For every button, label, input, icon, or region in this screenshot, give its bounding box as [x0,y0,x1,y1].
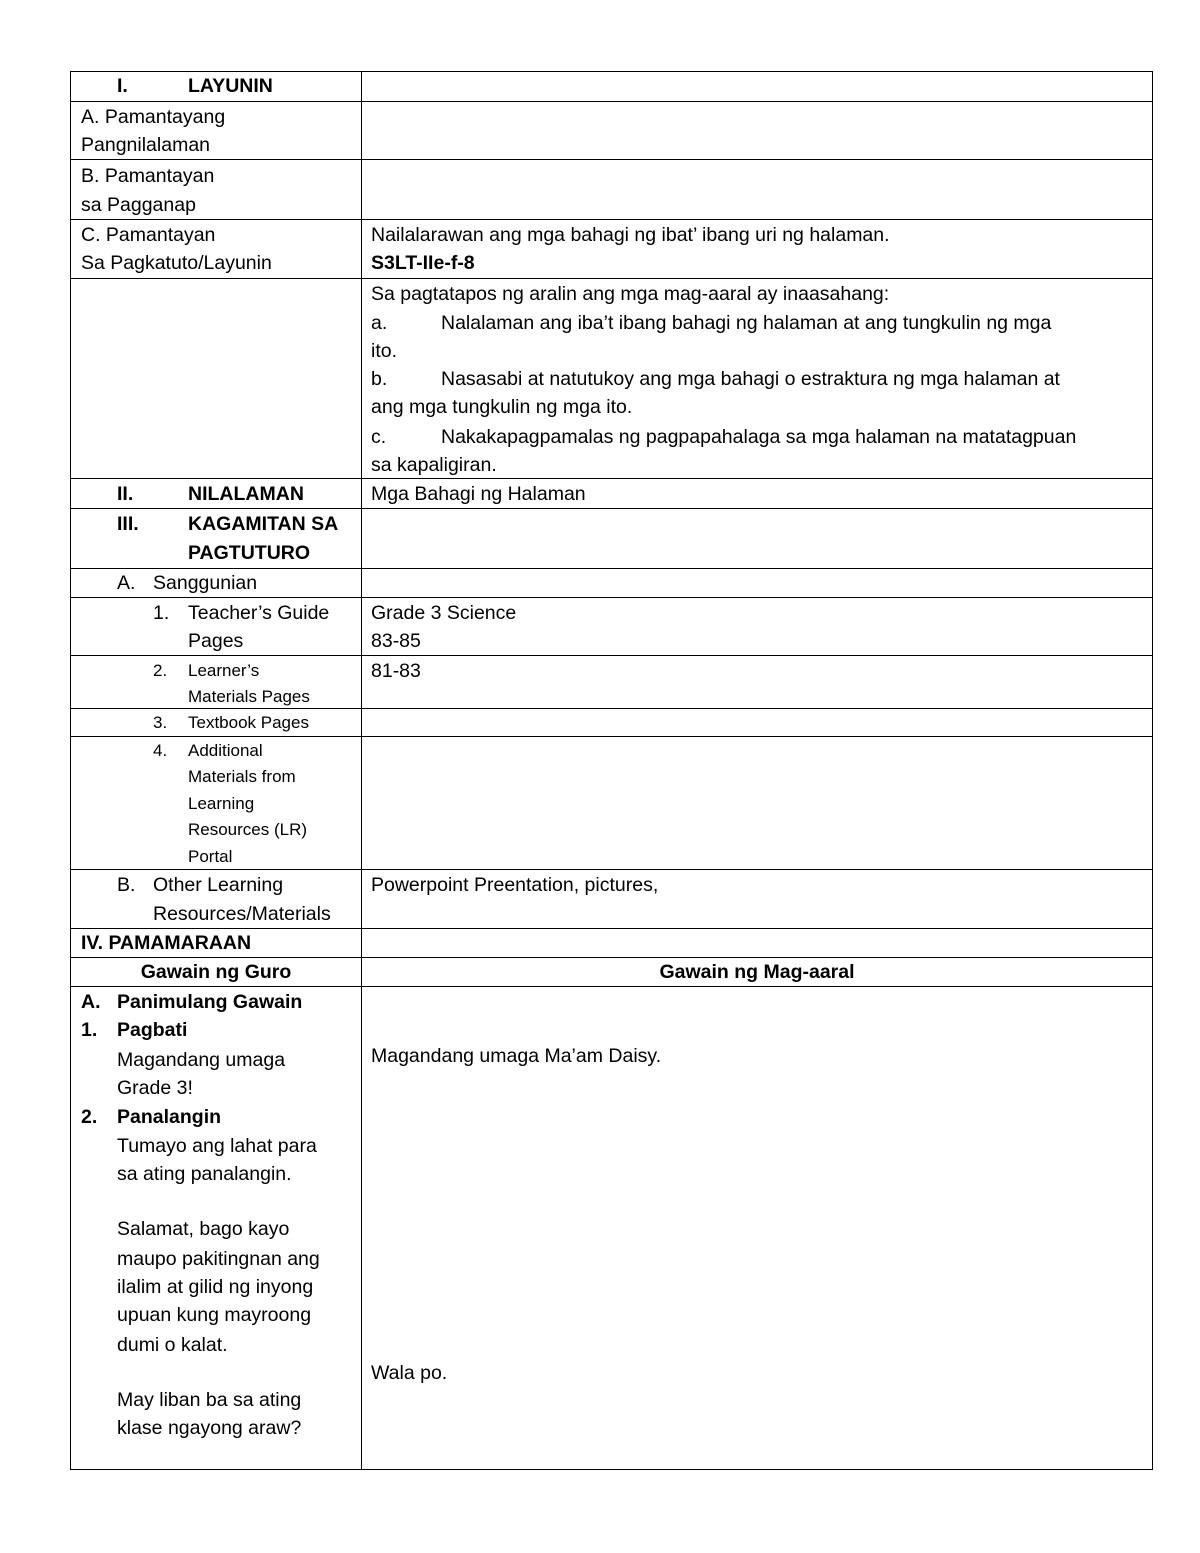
objective-c: Nakakapagpamalas ng pagpapahalaga sa mga halaman na matatagpuan [441,426,1077,448]
row-divider [71,219,1152,220]
objective-letter-c: c. [371,426,387,448]
textbook-number: 3. [153,713,168,732]
sanggunian-label: Sanggunian [153,572,258,594]
salamat-text-1: Salamat, bago kayo [117,1218,290,1240]
pagbati-text-2: Grade 3! [117,1077,193,1099]
additional-label-3: Learning [188,794,255,813]
learners-materials-label-2: Materials Pages [188,687,310,706]
learners-materials-pages: 81-83 [371,660,421,682]
other-resources-label: Other Learning [153,874,284,896]
panimula-heading: Panimulang Gawain [117,991,303,1013]
pamantayang-pangnilalaman-label-2: Pangnilalaman [81,134,211,156]
pagbati-text-1: Magandang umaga [117,1049,286,1071]
row-divider [71,159,1152,160]
objectives-intro: Sa pagtatapos ng aralin ang mga mag-aaral ay inaasahang: [371,283,890,305]
nilalaman-number: II. [117,483,134,505]
kagamitan-heading: KAGAMITAN SA [188,513,339,535]
teachers-guide-value: Grade 3 Science [371,602,517,624]
panalangin-text-2: sa ating panalangin. [117,1163,292,1185]
salamat-text-2: maupo pakitingnan ang [117,1248,320,1270]
liban-text-2: klase ngayong araw? [117,1417,302,1439]
gawain-guro-header: Gawain ng Guro [140,961,292,983]
pamantayan-pagganap-label-2: sa Pagganap [81,194,196,216]
objective-letter-a: a. [371,312,388,334]
salamat-text-3: ilalim at gilid ng inyong [117,1276,314,1298]
salamat-text-5: dumi o kalat. [117,1334,228,1356]
pamantayan-pagkatuto-label-2: Sa Pagkatuto/Layunin [81,252,272,274]
other-resources-label-2: Resources/Materials [153,903,331,925]
competency-code: S3LT-IIe-f-8 [371,252,475,274]
teachers-guide-number: 1. [153,602,170,624]
pamantayan-pagkatuto-content: Nailalarawan ang mga bahagi ng ibat’ ibang uri ng halaman. [371,224,890,246]
row-divider [71,101,1152,102]
layunin-heading: LAYUNIN [188,75,273,97]
lesson-plan-table [70,71,1153,1470]
learners-materials-label: Learner’s [188,661,260,680]
row-divider [71,478,1152,479]
panimula-letter: A. [81,991,101,1013]
objective-b-cont: ang mga tungkulin ng mga ito. [371,396,633,418]
kagamitan-number: III. [117,513,139,535]
additional-label-5: Portal [188,847,233,866]
nilalaman-content: Mga Bahagi ng Halaman [371,483,586,505]
pamantayang-pangnilalaman-label: A. Pamantayang [81,106,226,128]
teachers-guide-pages: 83-85 [371,630,421,652]
objective-b: Nasasabi at natutukoy ang mga bahagi o estraktura ng mga halaman at [441,368,1060,390]
teachers-guide-label: Teacher’s Guide [188,602,330,624]
sanggunian-letter: A. [117,572,136,594]
other-resources-value: Powerpoint Preentation, pictures, [371,874,659,896]
liban-text-1: May liban ba sa ating [117,1389,302,1411]
objective-c-cont: sa kapaligiran. [371,454,497,476]
other-resources-letter: B. [117,874,136,896]
learners-materials-number: 2. [153,661,168,680]
textbook-label: Textbook Pages [188,713,309,732]
row-divider [71,869,1152,870]
pamamaraan-heading: IV. PAMAMARAAN [81,932,252,954]
pagbati-response: Magandang umaga Ma’am Daisy. [371,1045,662,1067]
salamat-text-4: upuan kung mayroong [117,1304,312,1326]
additional-label-4: Resources (LR) [188,820,308,839]
panalangin-heading: Panalangin [117,1106,222,1128]
objective-a-cont: ito. [371,340,398,362]
row-divider [71,278,1152,279]
additional-number: 4. [153,741,168,760]
layunin-number: I. [117,75,128,97]
pagbati-heading: Pagbati [117,1019,188,1041]
liban-response: Wala po. [371,1362,448,1384]
additional-label-2: Materials from [188,767,296,786]
nilalaman-heading: NILALAMAN [188,483,304,505]
gawain-mag-aaral-header: Gawain ng Mag-aaral [659,961,855,983]
teachers-guide-label-2: Pages [188,630,244,652]
additional-label-1: Additional [188,741,263,760]
kagamitan-heading-2: PAGTUTURO [188,542,311,564]
pamantayan-pagganap-label: B. Pamantayan [81,165,215,187]
objective-letter-b: b. [371,368,388,390]
panalangin-text-1: Tumayo ang lahat para [117,1135,317,1157]
panalangin-number: 2. [81,1106,98,1128]
column-divider [361,72,362,1469]
objective-a: Nalalaman ang iba’t ibang bahagi ng halaman at ang tungkulin ng mga [441,312,1052,334]
pagbati-number: 1. [81,1019,98,1041]
pamantayan-pagkatuto-label: C. Pamantayan [81,224,216,246]
